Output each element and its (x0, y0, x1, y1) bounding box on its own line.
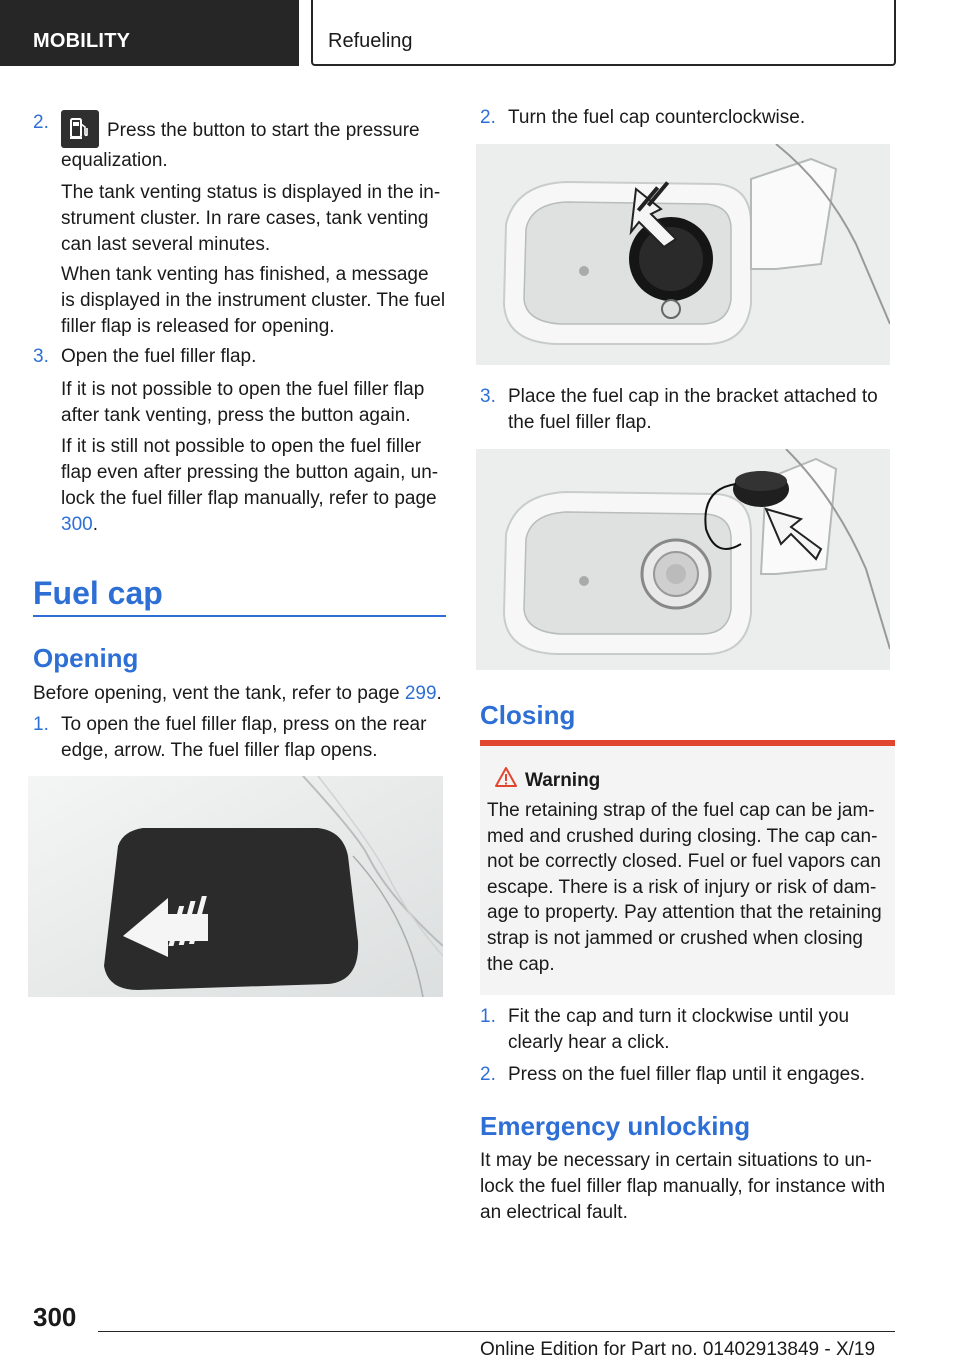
close-step-2 (480, 1062, 895, 1088)
header-chapter-label: Refueling (328, 30, 413, 52)
subsection-title-opening: Opening (33, 643, 139, 673)
step-number: 3. (33, 346, 49, 367)
emergency-text: It may be necessary in certain situations to un-lock the fuel filler flap manually, for instance with an electrical fault. (480, 1150, 886, 1223)
page-link-300[interactable]: 300 (61, 514, 93, 535)
subsection-title-closing: Closing (480, 700, 576, 730)
subsection-title-emergency-unlocking: Emergency unlocking (480, 1111, 751, 1141)
header-section-tab (0, 0, 299, 66)
page-number: 300 (33, 1302, 77, 1332)
step-3-p2-text: If it is still not possible to open the fuel filler flap even after pressing the button again, un-lock the fuel filler flap manually, refer to page (61, 436, 439, 509)
step-number: 1. (33, 714, 49, 735)
close-step-1 (480, 1004, 895, 1056)
step-2-paragraph-2: When tank venting has finished, a message is displayed in the instrument cluster. The fuel filler flap is released for opening. (61, 264, 446, 337)
cap-step-3 (480, 384, 895, 436)
step-2-text: Press the button to start the pressure equalization. (61, 120, 420, 171)
step-number: 2. (33, 112, 49, 133)
step-number: 3. (480, 386, 496, 407)
step-number: 2. (480, 1064, 496, 1085)
step-number: 2. (480, 107, 496, 128)
photo-closed-fuel-flap (28, 776, 443, 997)
warning-text: The retaining strap of the fuel cap can be jam-med and crushed during closing. The cap can-not be correctly closed. Fuel or fuel vapors can escape. There is a risk of injury or risk of dam-age to property. Pay attention that the retaining strap is not jammed or crushed when closing the cap. (487, 800, 882, 975)
step-3-paragraph-2 (33, 434, 446, 538)
section-title-fuel-cap: Fuel cap (33, 575, 163, 611)
warning-triangle-icon (494, 766, 518, 788)
cap-step-2 (480, 105, 895, 131)
open-step-1-text: To open the fuel filler flap, press on the rear edge, arrow. The fuel filler flap opens. (61, 714, 427, 761)
opening-intro-text: Before opening, vent the tank, refer to page (33, 683, 405, 704)
footer-rule (98, 1331, 895, 1332)
page-link-299[interactable]: 299 (404, 683, 437, 704)
step-3-text: Open the fuel filler flap. (61, 346, 257, 367)
header-chapter-tab (311, 0, 896, 66)
fuel-pump-button-icon (61, 110, 99, 148)
close-step-1-text: Fit the cap and turn it clockwise until you clearly hear a click. (508, 1006, 850, 1053)
step-2-press-button (33, 110, 446, 174)
section-title-rule (33, 615, 446, 617)
opening-intro (33, 681, 446, 707)
step-3-open-flap (33, 344, 446, 370)
photo-turn-fuel-cap (476, 144, 890, 365)
close-step-2-text: Press on the fuel filler flap until it engages. (508, 1064, 865, 1085)
step-number: 1. (480, 1006, 496, 1027)
opening-intro-period: . (436, 683, 442, 704)
photo-cap-in-bracket (476, 449, 890, 670)
step-2-paragraph-1: The tank venting status is displayed in the in-strument cluster. In rare cases, tank venting can last several minutes. (61, 182, 441, 255)
cap-step-2-text: Turn the fuel cap counterclockwise. (508, 107, 806, 128)
cap-step-3-text: Place the fuel cap in the bracket attached to the fuel filler flap. (508, 386, 878, 433)
header-section-label: MOBILITY (33, 30, 131, 52)
open-step-1 (33, 712, 446, 764)
footer-edition: Online Edition for Part no. 01402913849 - X/19 (480, 1339, 876, 1360)
warning-title: Warning (525, 770, 601, 791)
step-3-p2-period: . (92, 514, 98, 535)
warning-box (480, 740, 895, 995)
step-3-paragraph-1: If it is not possible to open the fuel filler flap after tank venting, press the button again. (61, 379, 425, 426)
